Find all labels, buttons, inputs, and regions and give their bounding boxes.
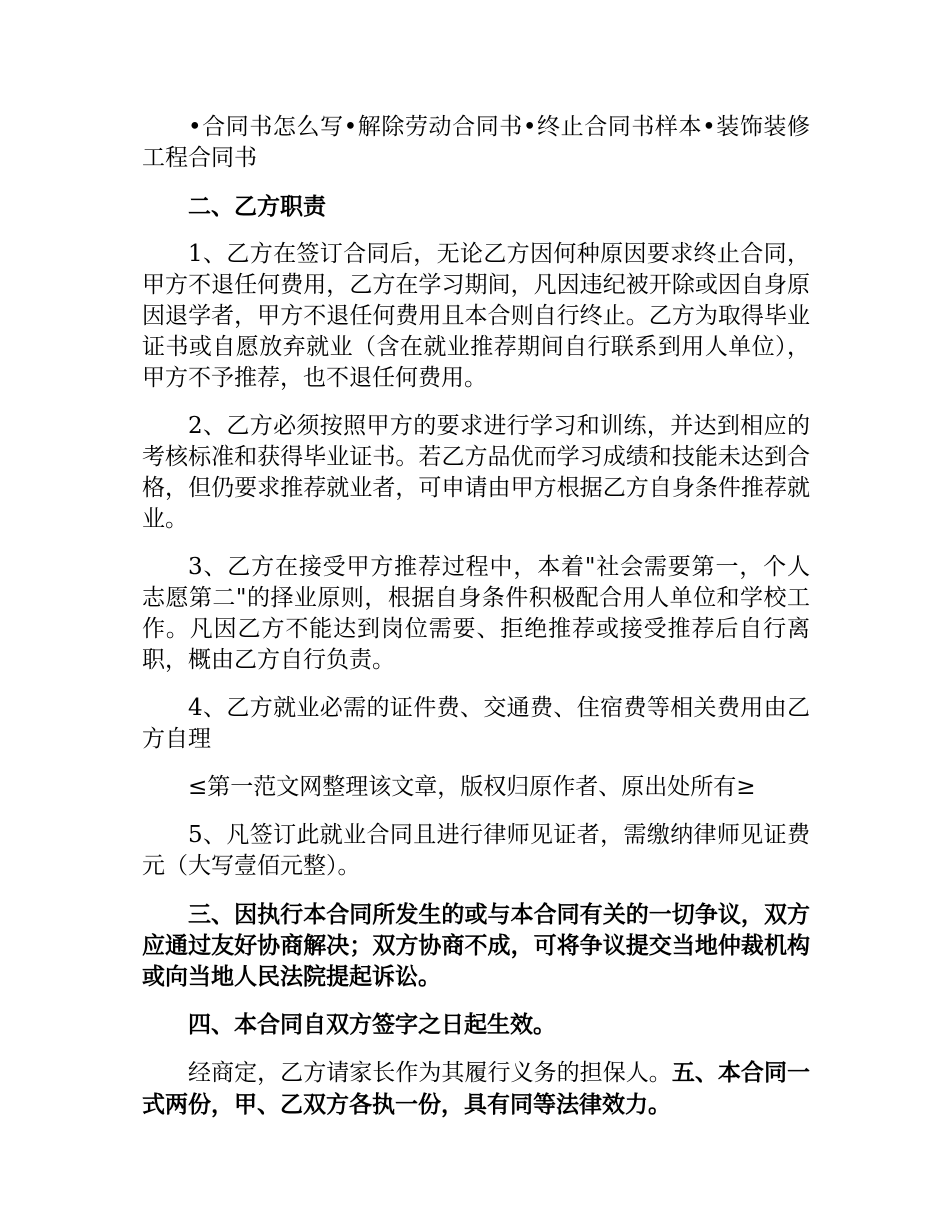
- document-page: [142, 112, 810, 1138]
- guarantor-paragraph: [142, 1057, 810, 1121]
- clause-2: 2、乙方必须按照甲方的要求进行学习和训练，并达到相应的考核标准和获得毕业证书。若乙方品优而学习成绩和技能未达到合格，但仍要求推荐就业者，可申请由甲方根据乙方自身条件推荐就业。: [142, 413, 810, 532]
- related-links-line: •合同书怎么写•解除劳动合同书•终止合同书样本•装饰装修工程合同书: [142, 114, 810, 171]
- section-4-effective: 四、本合同自双方签字之日起生效。: [188, 1011, 556, 1038]
- section-heading-party-b-duties: 二、乙方职责: [188, 193, 326, 220]
- section-3-dispute: 三、因执行本合同所发生的或与本合同有关的一切争议，双方应通过友好协商解决；双方协商不成，可将争议提交当地仲裁机构或向当地人民法院提起诉讼。: [142, 901, 810, 990]
- section-5-copies: 五、本合同一式两份，甲、乙双方各执一份，具有同等法律效力。: [142, 1059, 811, 1118]
- clause-3: 3、乙方在接受甲方推荐过程中，本着"社会需要第一，个人志愿第二"的择业原则，根据自身条件积极配合用人单位和学校工作。凡因乙方不能达到岗位需要、拒绝推荐或接受推荐后自行离职，概由乙方自行负责。: [142, 554, 810, 673]
- clause-4: 4、乙方就业必需的证件费、交通费、住宿费等相关费用由乙方自理: [142, 695, 810, 752]
- source-note: ≤第一范文网整理该文章，版权归原作者、原出处所有≥: [188, 774, 756, 800]
- guarantor-text: 经商定，乙方请家长作为其履行义务的担保人。: [188, 1060, 672, 1086]
- clause-5: 5、凡签订此就业合同且进行律师见证者，需缴纳律师见证费元（大写壹佰元整）。: [142, 822, 810, 879]
- clause-1: 1、乙方在签订合同后，无论乙方因何种原因要求终止合同，甲方不退任何费用，乙方在学习期间，凡因违纪被开除或因自身原因退学者，甲方不退任何费用且本合则自行终止。乙方为取得毕业证书或自愿放弃就业（含在就业推荐期间自行联系到用人单位），甲方不予推荐，也不退任何费用。: [142, 241, 810, 391]
